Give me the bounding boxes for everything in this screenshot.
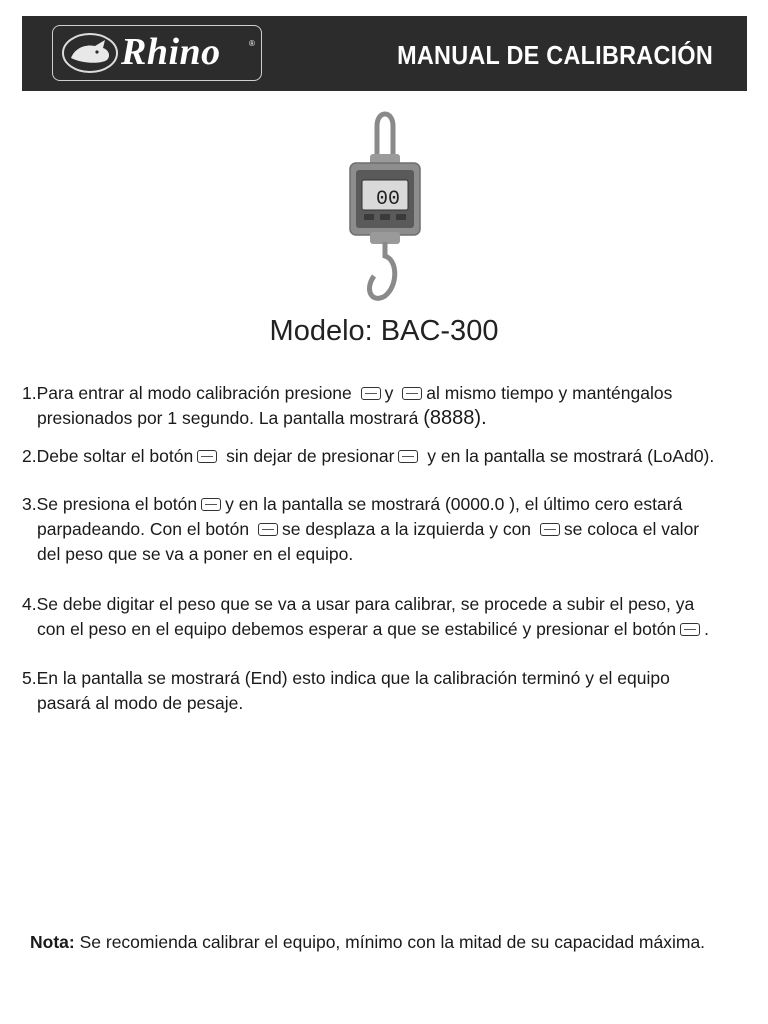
step-5-text-b: pasará al modo de pesaje. [37, 693, 244, 713]
step-3-text-a: 3.Se presiona el botón [22, 494, 198, 514]
step-2 [22, 444, 752, 469]
hold-button-icon [258, 523, 278, 536]
document-title: MANUAL DE CALIBRACIÓN [397, 40, 713, 70]
step-1-text-a: 1.Para entrar al modo calibración presione [22, 383, 352, 403]
header-banner [22, 16, 747, 91]
step-1 [22, 381, 752, 431]
step-1-text-b: y [384, 383, 394, 403]
step-1-text-d: presionados por 1 segundo. La pantalla mostrará [37, 408, 419, 428]
model-title: Modelo: BAC-300 [269, 315, 499, 347]
on-off-button-icon [197, 450, 217, 463]
tare-zero-button-icon [201, 498, 221, 511]
footer-note [30, 932, 705, 953]
step-3-text-f: del peso que se va a poner en el equipo. [37, 544, 354, 564]
step-1-text-c: al mismo tiempo y manténgalos [426, 383, 673, 403]
step-4 [22, 592, 752, 642]
on-off-button-icon [540, 523, 560, 536]
registered-mark: ® [249, 39, 255, 48]
tare-zero-button-icon [398, 450, 418, 463]
hanging-scale-image [340, 108, 430, 308]
step-3-text-c: parpadeando. Con el botón [37, 519, 250, 539]
brand-logo [52, 25, 262, 81]
step-4-text-c: . [704, 619, 710, 639]
note-label: Nota: [30, 932, 75, 952]
tare-zero-button-icon [680, 623, 700, 636]
step-5-text-a: 5.En la pantalla se mostrará (End) esto indica que la calibración terminó y el equipo [22, 668, 670, 688]
step-4-text-b: con el peso en el equipo debemos esperar a que se estabilicé y presionar el botón [37, 619, 677, 639]
tare-zero-button-icon [402, 387, 422, 400]
step-3-text-d: se desplaza a la izquierda y con [282, 519, 532, 539]
step-2-text-a: 2.Debe soltar el botón [22, 446, 194, 466]
on-off-button-icon [361, 387, 381, 400]
step-4-text-a: 4.Se debe digitar el peso que se va a usar para calibrar, se procede a subir el peso, ya [22, 594, 695, 614]
step-2-text-b: sin dejar de presionar [226, 446, 395, 466]
brand-name: Rhino [121, 31, 221, 73]
step-5 [22, 666, 752, 716]
step-3 [22, 492, 752, 567]
scale-display-reading: 00 [375, 188, 400, 211]
step-1-text-e: (8888). [423, 407, 487, 429]
rhino-head-icon [61, 32, 119, 74]
step-3-text-e: se coloca el valor [563, 519, 700, 539]
note-text: Se recomienda calibrar el equipo, mínimo con la mitad de su capacidad máxima. [79, 932, 706, 952]
step-2-text-c: y en la pantalla se mostrará (LoAd0). [427, 446, 715, 466]
step-3-text-b: y en la pantalla se mostrará (0000.0 ), el último cero estará [225, 494, 683, 514]
